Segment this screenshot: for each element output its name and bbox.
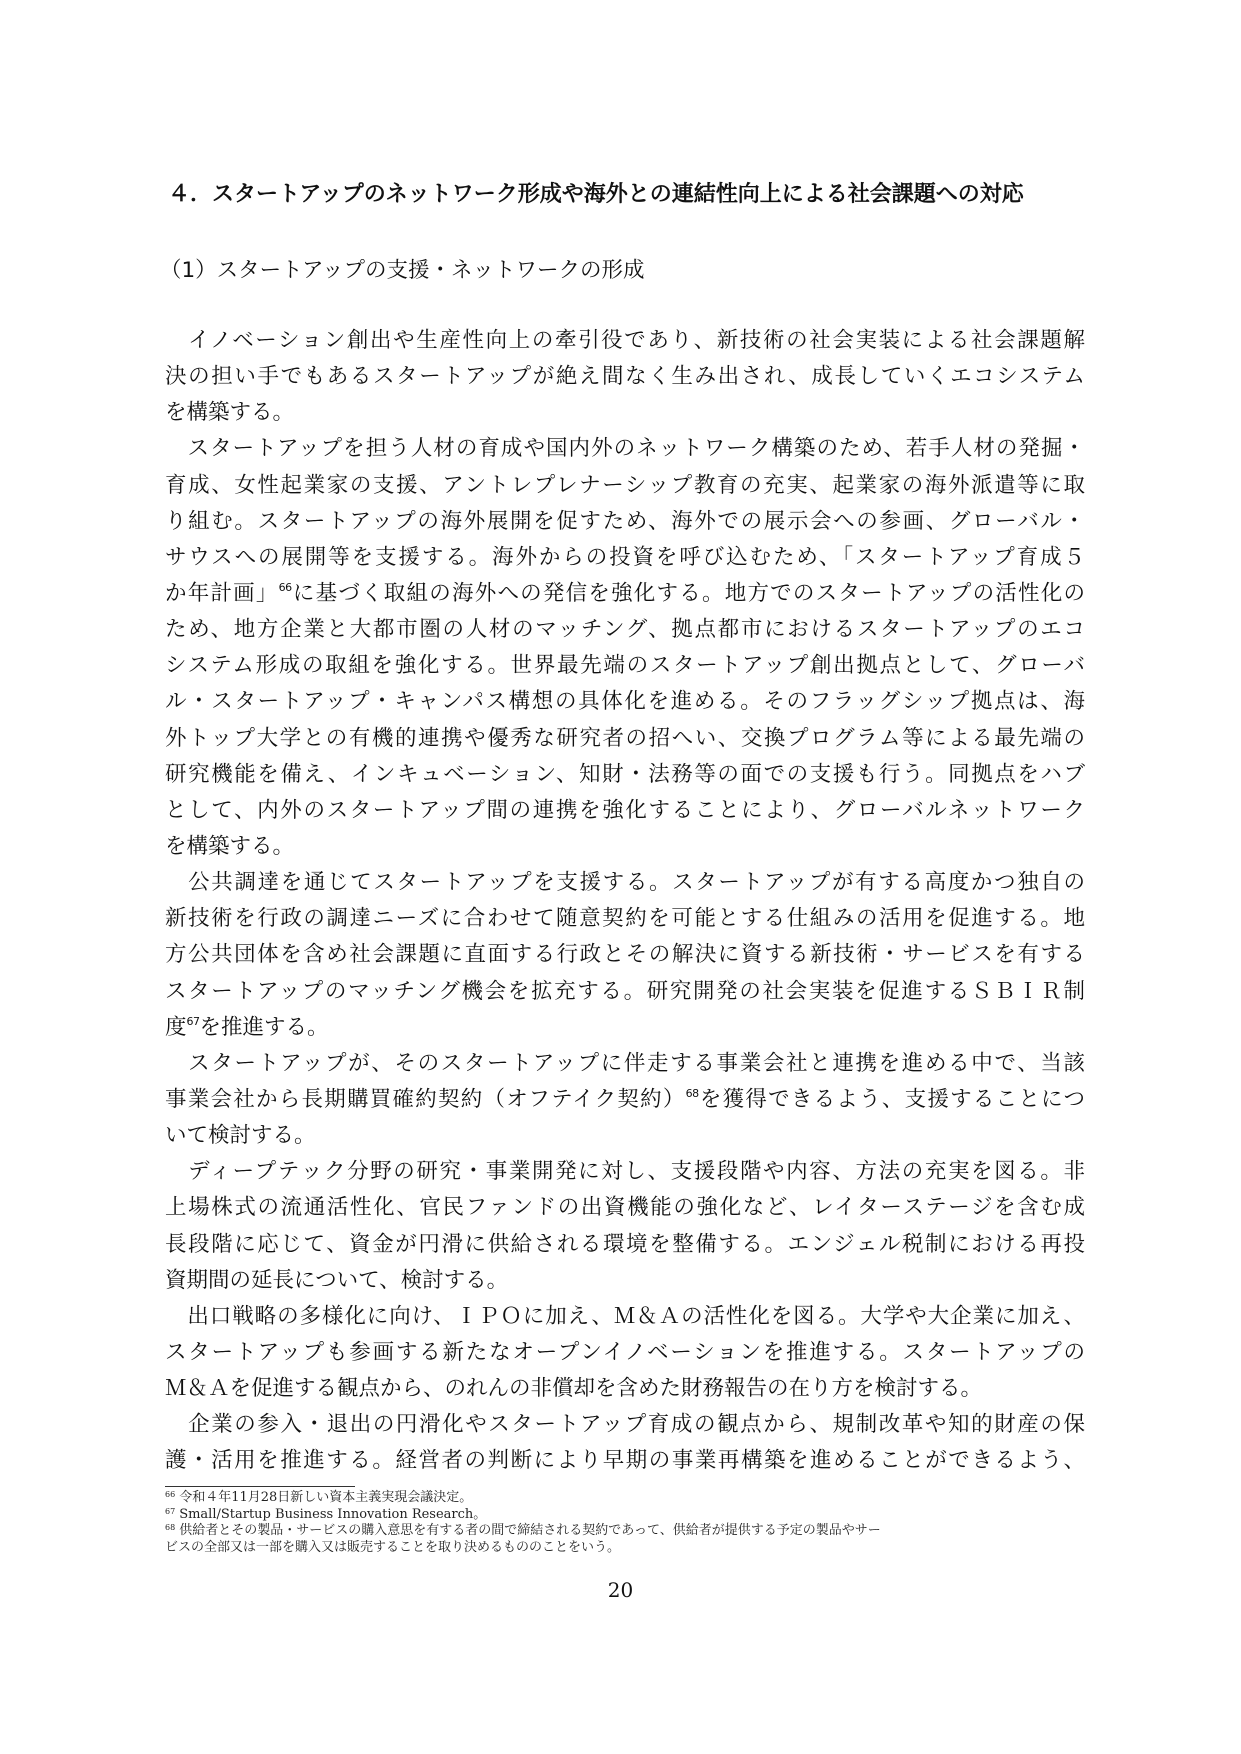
body-line: 決の担い手でもあるスタートアップが絶え間なく生み出され、成長していくエコシステム <box>165 364 1085 390</box>
body-line: 方公共団体を含め社会課題に直面する行政とその解決に資する新技術・サービスを有する <box>165 942 1085 968</box>
body-line: ル・スタートアップ・キャンパス構想の具体化を進める。そのフラッグシップ拠点は、海 <box>165 689 1085 715</box>
subsection-heading: （1）スタートアップの支援・ネットワークの形成 <box>160 258 645 283</box>
body-line: 企業の参入・退出の円滑化やスタートアップ育成の観点から、規制改革や知的財産の保 <box>165 1412 1085 1438</box>
footnote-68-continued <box>165 1540 1085 1556</box>
body-line: 資期間の延長について、検討する。 <box>165 1267 509 1293</box>
body-line: 出口戦略の多様化に向け、ＩＰＯに加え、Ｍ＆Ａの活性化を図る。大学や大企業に加え、 <box>165 1303 1085 1329</box>
body-line: り組む。スタートアップの海外展開を促すため、海外での展示会への参画、グローバル・ <box>165 508 1085 534</box>
footnote-text: 供給者とその製品・サービスの購入意思を有する者の間で締結される契約であって、供給者が提供する予定の製品やサー <box>179 1523 881 1538</box>
body-line: スタートアップのマッチング機会を拡充する。研究開発の社会実装を促進するＳＢＩＲ制 <box>165 978 1085 1004</box>
body-line <box>165 576 1085 612</box>
body-line: システム形成の取組を強化する。世界最先端のスタートアップ創出拠点として、グローバ <box>165 653 1085 679</box>
body-line-part: 度 <box>165 1014 187 1040</box>
footnote-67 <box>165 1507 1085 1524</box>
footnote-66 <box>165 1490 1085 1507</box>
body-line-part: か年計画」 <box>165 580 279 606</box>
body-line: 護・活用を推進する。経営者の判断により早期の事業再構築を進めることができるよう、 <box>165 1448 1085 1474</box>
body-line-part: を推進する。 <box>199 1014 329 1040</box>
body-line: ため、地方企業と大都市圏の人材のマッチング、拠点都市におけるスタートアップのエコ <box>165 617 1085 643</box>
body-line: ディープテック分野の研究・事業開発に対し、支援段階や内容、方法の充実を図る。非 <box>165 1159 1085 1185</box>
body-line <box>165 1010 1085 1046</box>
footnote-text: 令和４年11月28日新しい資本主義実現会議決定。 <box>179 1490 473 1505</box>
body-line-part: に基づく取組の海外への発信を強化する。地方でのスタートアップの活性化の <box>291 580 1085 606</box>
footnote-68 <box>165 1523 1085 1540</box>
footnote-ref-68[interactable]: 68 <box>685 1086 699 1100</box>
body-line: スタートアップが、そのスタートアップに伴走する事業会社と連携を進める中で、当該 <box>165 1050 1085 1076</box>
footnote-ref-66[interactable]: 66 <box>278 580 292 594</box>
body-line-part: 事業会社から長期購買確約契約（オフテイク契約） <box>165 1086 686 1112</box>
page-number: 20 <box>607 1578 634 1602</box>
body-line: を構築する。 <box>165 400 295 426</box>
body-line: 新技術を行政の調達ニーズに合わせて随意契約を可能とする仕組みの活用を促進する。地 <box>165 906 1085 932</box>
body-line: スタートアップも参画する新たなオープンイノベーションを推進する。スタートアップの <box>165 1339 1085 1365</box>
body-line: イノベーション創出や生産性向上の牽引役であり、新技術の社会実装による社会課題解 <box>165 328 1085 353</box>
footnote-number: 68 <box>165 1523 176 1532</box>
footnotes <box>165 1490 1085 1555</box>
body-line: Ｍ＆Ａを促進する観点から、のれんの非償却を含めた財務報告の在り方を検討する。 <box>165 1376 983 1402</box>
footnote-text: Small/Startup Business Innovation Research。 <box>179 1506 487 1522</box>
body-line: を構築する。 <box>165 833 295 859</box>
body-line: 研究機能を備え、インキュベーション、知財・法務等の面での支援も行う。同拠点をハブ <box>165 761 1085 787</box>
section-heading: ４．スタートアップのネットワーク形成や海外との連結性向上による社会課題への対応 <box>168 182 1024 207</box>
body-line: 長段階に応じて、資金が円滑に供給される環境を整備する。エンジェル税制における再投 <box>165 1231 1085 1257</box>
footnote-number: 67 <box>165 1506 176 1516</box>
footnote-number: 66 <box>165 1490 176 1499</box>
body-text <box>165 323 1085 1480</box>
body-line <box>165 1082 1085 1118</box>
body-line: いて検討する。 <box>165 1123 316 1149</box>
body-line: 外トップ大学との有機的連携や優秀な研究者の招へい、交換プログラム等による最先端の <box>165 725 1085 751</box>
body-line-part: を獲得できるよう、支援することにつ <box>698 1086 1085 1112</box>
body-line: スタートアップを担う人材の育成や国内外のネットワーク構築のため、若手人材の発掘・ <box>165 436 1085 462</box>
body-line: として、内外のスタートアップ間の連携を強化することにより、グローバルネットワーク <box>165 797 1085 823</box>
body-line: 上場株式の流通活性化、官民ファンドの出資機能の強化など、レイターステージを含む成 <box>165 1195 1085 1221</box>
footnote-ref-67[interactable]: 67 <box>186 1014 200 1028</box>
footnote-text: ビスの全部又は一部を購入又は販売することを取り決めるもののことをいう。 <box>165 1539 621 1555</box>
body-line: 育成、女性起業家の支援、アントレプレナーシップ教育の充実、起業家の海外派遣等に取 <box>165 472 1085 498</box>
body-line: 公共調達を通じてスタートアップを支援する。スタートアップが有する高度かつ独自の <box>165 870 1085 896</box>
footnote-divider <box>165 1486 355 1487</box>
body-line: サウスへの展開等を支援する。海外からの投資を呼び込むため、「スタートアップ育成５ <box>165 544 1085 570</box>
